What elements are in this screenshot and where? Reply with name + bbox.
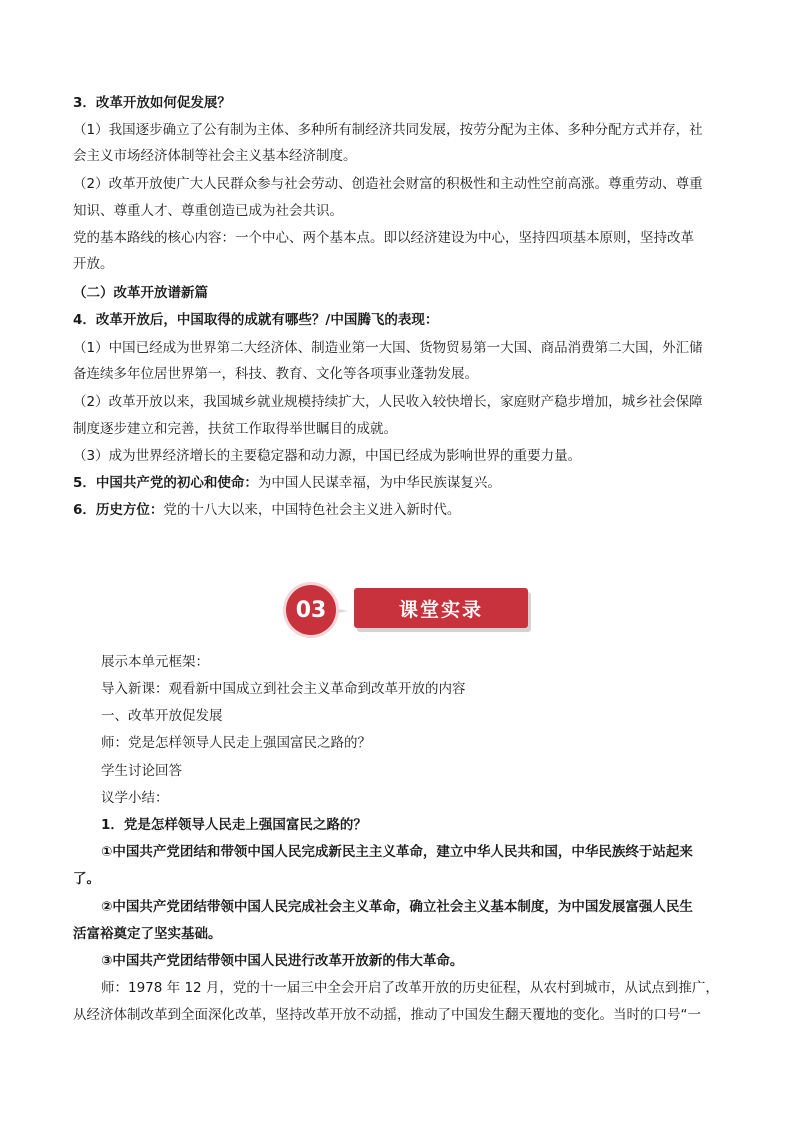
q3-point2-line2: 知识、尊重人才、尊重创造已成为社会共识。 xyxy=(73,203,343,219)
q3-baseline-line2: 开放。 xyxy=(73,256,114,272)
q6-line xyxy=(73,501,733,519)
q4-point3: （3）成为世界经济增长的主要稳定器和动力源，中国已经成为影响世界的重要力量。 xyxy=(73,448,582,464)
q3-point1-line1: （1）我国逐步确立了公有制为主体、多种所有制经济共同发展，按劳分配为主体、多种分配方式并存，社 xyxy=(73,122,703,138)
q5-label: 5．中国共产党的初心和使命： xyxy=(73,475,258,491)
q4-point1-line1: （1）中国已经成为世界第二大经济体、制造业第一大国、货物贸易第一大国、商品消费第二大国，外汇储 xyxy=(73,340,703,356)
q5-line xyxy=(73,474,733,492)
q4-point1-line2: 备连续多年位居世界第一，科技、教育、文化等各项事业蓬勃发展。 xyxy=(73,366,478,382)
badge-number: 03 xyxy=(286,585,336,635)
record-line-6: 议学小结： xyxy=(101,790,169,806)
q3-baseline-line1: 党的基本路线的核心内容：一个中心、两个基本点。即以经济建设为中心，坚持四项基本原则，坚持改革 xyxy=(73,230,694,246)
q3-point1-line2: 会主义市场经济体制等社会主义基本经济制度。 xyxy=(73,148,357,164)
record-line-9: 了。 xyxy=(73,871,100,887)
q3-title: 3．改革开放如何促发展？ xyxy=(73,95,231,111)
record-line-14: 从经济体制改革到全面深化改革，坚持改革开放不动摇，推动了中国发生翻天覆地的变化。当时的口号“一 xyxy=(73,1007,701,1023)
q3-point2-line1: （2）改革开放使广大人民群众参与社会劳动、创造社会财富的积极性和主动性空前高涨。尊重劳动、尊重 xyxy=(73,176,703,192)
record-line-4: 师：党是怎样领导人民走上强国富民之路的？ xyxy=(101,735,371,751)
q6-label: 6．历史方位： xyxy=(73,502,164,518)
badge-label: 课堂实录 xyxy=(354,588,528,628)
q4-title: 4．改革开放后，中国取得的成就有哪些？/中国腾飞的表现： xyxy=(73,312,439,328)
q6-text: 党的十八大以来，中国特色社会主义进入新时代。 xyxy=(163,502,461,518)
record-line-2: 导入新课：观看新中国成立到社会主义革命到改革开放的内容 xyxy=(101,681,466,697)
record-line-3: 一、改革开放促发展 xyxy=(101,708,223,724)
record-line-8: ①中国共产党团结和带领中国人民完成新民主主义革命，建立中华人民共和国，中华民族终于站起来 xyxy=(101,844,693,860)
record-line-5: 学生讨论回答 xyxy=(101,763,182,779)
record-line-13: 师：1978 年 12 月，党的十一届三中全会开启了改革开放的历史征程，从农村到城市，从试点到推广， xyxy=(101,980,719,996)
record-line-1: 展示本单元框架： xyxy=(101,654,209,670)
record-line-10: ②中国共产党团结带领中国人民完成社会主义革命，确立社会主义基本制度，为中国发展富强人民生 xyxy=(101,899,693,915)
subsection-2-title: （二）改革开放谱新篇 xyxy=(73,285,208,301)
q4-point2-line1: （2）改革开放以来，我国城乡就业规模持续扩大，人民收入较快增长，家庭财产稳步增加，城乡社会保障 xyxy=(73,394,703,410)
record-line-7: 1．党是怎样领导人民走上强国富民之路的？ xyxy=(101,817,367,833)
record-line-11: 活富裕奠定了坚实基础。 xyxy=(73,926,222,942)
q5-text: 为中国人民谋幸福，为中华民族谋复兴。 xyxy=(257,475,501,491)
record-line-12: ③中国共产党团结带领中国人民进行改革开放新的伟大革命。 xyxy=(101,953,464,969)
section-badge xyxy=(286,583,532,637)
q4-point2-line2: 制度逐步建立和完善，扶贫工作取得举世瞩目的成就。 xyxy=(73,421,397,437)
